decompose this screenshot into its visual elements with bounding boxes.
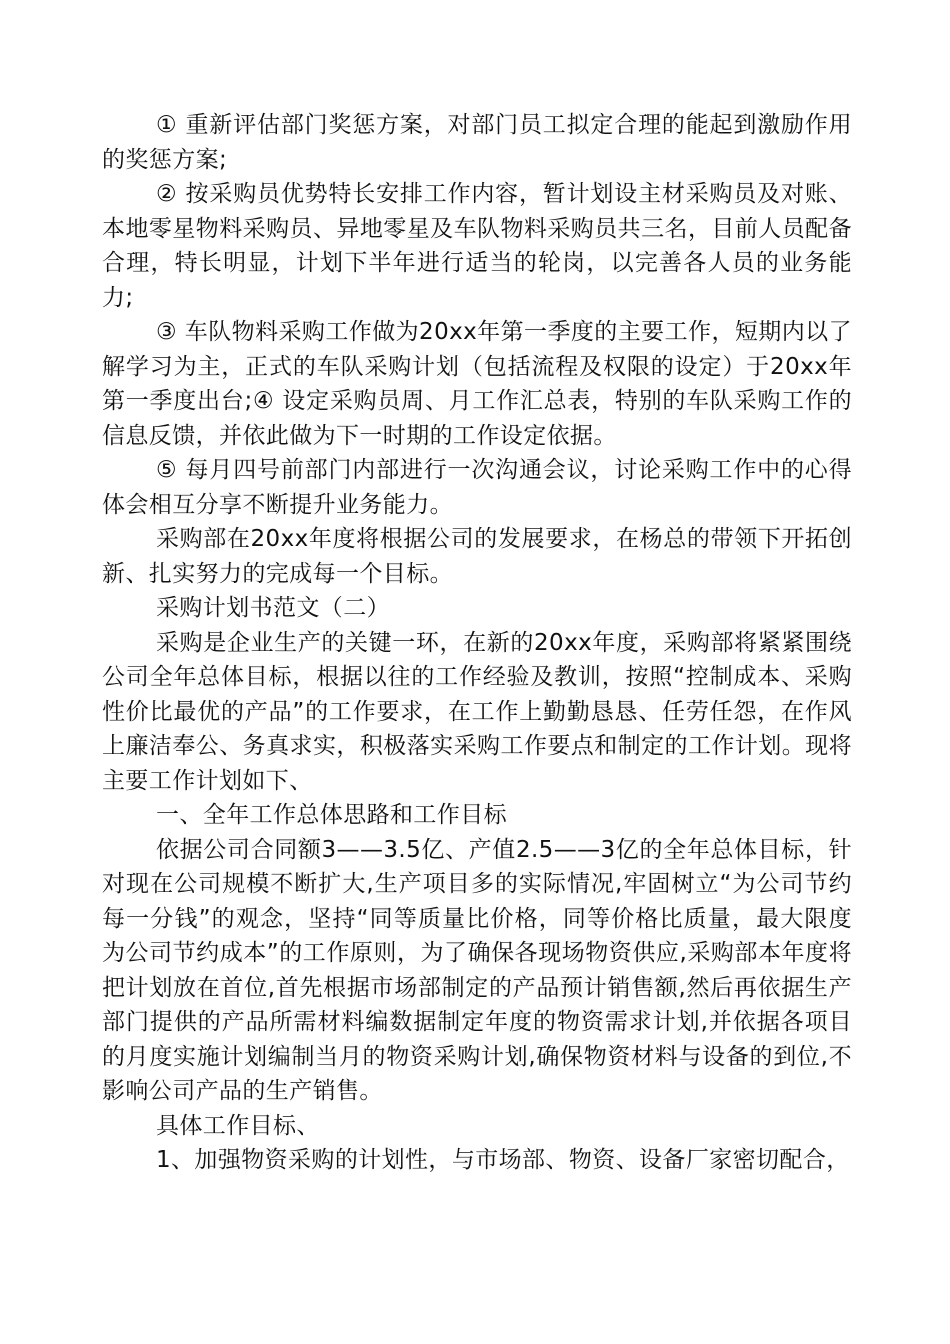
paragraph-staff-arrangement: ② 按采购员优势特长安排工作内容，暂计划设主材采购员及对账、本地零星物料采购员、异地零星及车队物料采购员共三名，目前人员配备合理，特长明显，计划下半年进行适当的轮岗，以完善各人员的业务能力;: [102, 181, 852, 311]
paragraph-monthly-meeting: ⑤ 每月四号前部门内部进行一次沟通会议，讨论采购工作中的心得体会相互分享不断提升业务能力。: [102, 457, 852, 518]
paragraph-overall-target: 依据公司合同额3——3.5亿、产值2.5——3亿的全年总体目标，针对现在公司规模不断扩大,生产项目多的实际情况,牢固树立“为公司节约每一分钱”的观念，坚持“同等质量比价格，同等价格比质量，最大限度为公司节约成本”的工作原则，为了确保各现场物资供应,采购部本年度将把计划放在首位,首先根据市场部制定的产品预计销售额,然后再依据生产部门提供的产品所需材料编数据制定年度的物资需求计划,并依据各项目的月度实施计划编制当月的物资采购计划,确保物资材料与设备的到位,不影响公司产品的生产销售。: [102, 836, 852, 1104]
paragraph-procurement-intro: 采购是企业生产的关键一环，在新的20xx年度，采购部将紧紧围绕公司全年总体目标，根据以往的工作经验及教训，按照“控制成本、采购性价比最优的产品”的工作要求，在工作上勤勤恳恳、任劳任怨，在作风上廉洁奉公、务真求实，积极落实采购工作要点和制定的工作计划。现将主要工作计划如下、: [102, 629, 852, 794]
document-body: [102, 108, 852, 1178]
paragraph-annual-goal: 采购部在20xx年度将根据公司的发展要求，在杨总的带领下开拓创新、扎实努力的完成每一个目标。: [102, 526, 852, 587]
paragraph-reward-plan: ① 重新评估部门奖惩方案，对部门员工拟定合理的能起到激励作用的奖惩方案;: [102, 112, 852, 173]
paragraph-fleet-procurement: ③ 车队物料采购工作做为20xx年第一季度的主要工作，短期内以了解学习为主，正式的车队采购计划（包括流程及权限的设定）于20xx年第一季度出台;④ 设定采购员周、月工作汇总表，特别的车队采购工作的信息反馈，并依此做为下一时期的工作设定依据。: [102, 319, 852, 449]
section-title-sample-two: 采购计划书范文（二）: [156, 595, 390, 621]
paragraph-target-one: 1、加强物资采购的计划性，与市场部、物资、设备厂家密切配合，: [156, 1147, 850, 1173]
heading-specific-targets: 具体工作目标、: [156, 1112, 320, 1139]
heading-overall-approach: 一、全年工作总体思路和工作目标: [156, 802, 507, 828]
